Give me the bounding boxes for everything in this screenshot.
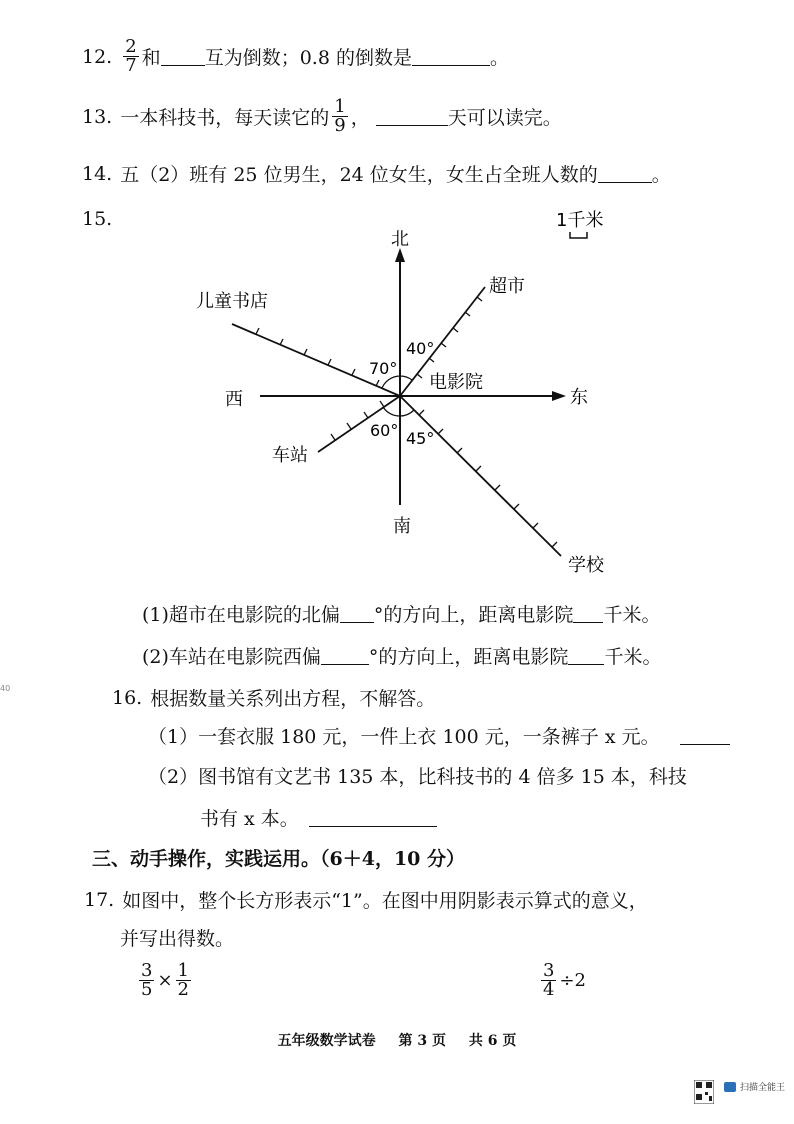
angle-arc-ne	[400, 376, 412, 380]
operator-times: ×	[157, 970, 173, 991]
sub-question-text: (2)车站在电影院西偏	[142, 646, 321, 668]
answer-blank[interactable]	[321, 646, 369, 665]
footer-page: 第 3 页	[398, 1033, 446, 1049]
question-16-sub-2-cont	[200, 804, 437, 831]
footer-total: 共 6 页	[468, 1033, 517, 1049]
question-text: 五（2）班有 25 位男生，24 位女生，女生占全班人数的	[120, 164, 598, 186]
question-number: 12.	[82, 45, 113, 68]
angle-label-nw: 70°	[369, 359, 398, 378]
fraction-2-7: $\frac{2}{7}$	[125, 36, 137, 76]
sub-question-text: 千米。	[603, 604, 661, 626]
question-text: 如图中，整个长方形表示“1”。在图中用阴影表示算式的意义，	[122, 890, 648, 912]
place-supermarket: 超市	[489, 276, 525, 297]
direction-west: 西	[225, 389, 243, 410]
question-16	[112, 684, 435, 711]
section-3-title	[92, 844, 465, 871]
question-text: 一本科技书，每天读它的	[120, 107, 330, 129]
east-arrow-icon	[552, 391, 566, 401]
question-number: 17.	[84, 888, 115, 911]
answer-blank[interactable]	[340, 604, 374, 623]
ray-school	[400, 396, 561, 556]
answer-blank[interactable]	[680, 726, 730, 745]
scale-label: 1千米	[556, 210, 604, 231]
question-15-sub-1	[142, 600, 660, 627]
question-15-sub-2	[142, 642, 661, 669]
expression-2	[538, 962, 586, 999]
question-text: 天可以读完。	[447, 107, 562, 129]
scale-bar	[570, 232, 587, 238]
page-footer	[0, 1030, 794, 1050]
divisor: 2	[574, 970, 586, 991]
question-16-sub-1	[148, 722, 730, 749]
operator-divide: ÷	[559, 970, 575, 991]
fraction-1-2: $\frac{1}{2}$	[177, 960, 189, 1000]
place-cinema: 电影院	[429, 372, 483, 393]
angle-label-se: 45°	[406, 429, 435, 448]
question-number: 13.	[82, 105, 113, 128]
sub-question-text: (1)超市在电影院的北偏	[142, 604, 340, 626]
ray-tick-marks	[256, 297, 557, 547]
question-text: 和	[141, 47, 161, 69]
question-text: 根据数量关系列出方程，不解答。	[150, 688, 436, 710]
answer-blank[interactable]	[568, 646, 604, 665]
angle-label-ne: 40°	[406, 339, 435, 358]
expression-1	[136, 962, 194, 999]
question-17-cont	[120, 924, 234, 951]
angle-label-sw: 60°	[370, 421, 399, 440]
sub-question-text: （1）一套衣服 180 元，一件上衣 100 元，一条裤子 x 元。	[148, 726, 660, 748]
answer-blank[interactable]	[309, 808, 437, 827]
sub-question-text: 千米。	[604, 646, 662, 668]
question-text: 互为倒数；0.8 的倒数是	[204, 47, 412, 69]
question-end: 。	[489, 47, 509, 69]
fraction-1-9: $\frac{1}{9}$	[334, 96, 346, 136]
question-17	[84, 886, 648, 913]
north-arrow-icon	[395, 248, 405, 262]
place-bookstore: 儿童书店	[196, 291, 268, 312]
sub-question-text: （2）图书馆有文艺书 135 本，比科技书的 4 倍多 15 本，科技	[148, 766, 687, 788]
question-text: 并写出得数。	[120, 928, 235, 950]
answer-blank[interactable]	[573, 604, 603, 623]
direction-east: 东	[570, 387, 588, 408]
sub-question-text: °的方向上，距离电影院	[373, 604, 574, 626]
section-title: 三、动手操作，实践运用。（6＋4，10 分）	[92, 848, 465, 870]
question-number: 14.	[82, 162, 113, 185]
scanner-watermark: 扫描全能王	[740, 1083, 786, 1093]
comma: ，	[350, 107, 370, 129]
question-number: 16.	[112, 686, 143, 709]
question-end: 。	[651, 164, 671, 186]
footer-title: 五年级数学试卷	[277, 1033, 376, 1049]
sub-question-text: 书有 x 本。	[200, 808, 299, 830]
direction-south: 南	[393, 516, 411, 537]
fraction-3-4: $\frac{3}{4}$	[543, 960, 555, 1000]
qr-code-icon	[694, 1080, 714, 1104]
direction-north: 北	[391, 229, 409, 250]
angle-arc-se	[400, 410, 414, 416]
sub-question-text: °的方向上，距离电影院	[368, 646, 569, 668]
angle-arc-sw	[383, 407, 400, 416]
place-school: 学校	[568, 555, 604, 576]
side-mark: 40	[0, 684, 11, 693]
scanner-logo-icon	[724, 1082, 736, 1092]
place-station: 车站	[272, 445, 308, 466]
question-16-sub-2	[148, 762, 687, 789]
question-number: 15.	[82, 208, 113, 230]
fraction-3-5: $\frac{3}{5}$	[141, 960, 153, 1000]
